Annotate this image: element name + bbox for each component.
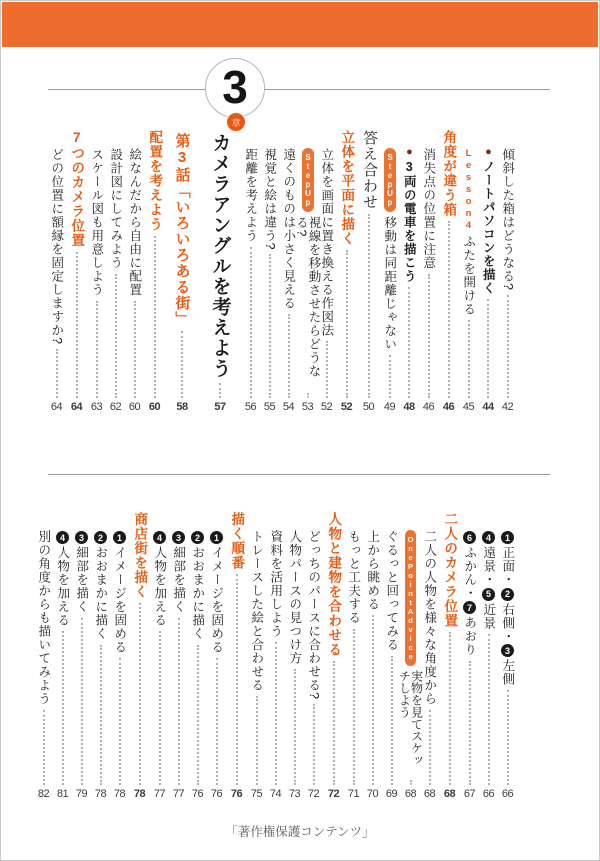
dotted-leader xyxy=(269,254,271,398)
toc-entry xyxy=(93,510,108,800)
dotted-leader xyxy=(391,656,393,786)
chapter-number-circle xyxy=(205,58,265,118)
entry-text: 遠景・ xyxy=(481,546,496,587)
page-number: 46 xyxy=(422,401,435,413)
toc-heading xyxy=(131,510,148,800)
bullet-icon: ● xyxy=(403,146,416,158)
entry-text: ノートパソコンを描く xyxy=(481,160,496,295)
toc-entry xyxy=(74,510,89,800)
toc-entry xyxy=(171,510,186,800)
dotted-leader xyxy=(307,393,309,398)
entry-text: 傾斜した箱はどうなる? xyxy=(500,148,515,291)
page-number: 76 xyxy=(191,788,204,800)
copyright-footer: 「著作権保護コンテンツ」 xyxy=(225,825,375,839)
toc-entry xyxy=(152,510,167,800)
dotted-leader xyxy=(507,690,509,785)
entry-text: 資料を活用しよう xyxy=(268,530,283,638)
page-number: 68 xyxy=(404,788,417,800)
toc-entry xyxy=(480,128,496,413)
toc-entry xyxy=(500,128,515,413)
entry-text: おおまかに描く xyxy=(190,546,205,641)
top-orange-band xyxy=(2,2,598,47)
toc-entry xyxy=(55,510,70,800)
page-number: 72 xyxy=(307,788,320,800)
dotted-leader xyxy=(216,658,218,785)
toc-entry xyxy=(262,128,277,413)
page-number: 66 xyxy=(501,788,514,800)
entry-text: 上から眺める xyxy=(365,530,380,611)
circled-number: 1 xyxy=(113,531,126,544)
dotted-leader xyxy=(408,287,410,398)
dotted-leader xyxy=(333,661,335,785)
entry-text: 人物パースの見つけ方 xyxy=(287,530,302,665)
entry-text: 絵なんだから自由に配置 xyxy=(127,148,142,297)
entry-text: 人物を加える xyxy=(55,546,70,627)
dotted-leader xyxy=(139,603,141,785)
entry-text: 答え合わせ xyxy=(361,130,377,210)
entry-text: 7つのカメラ位置 xyxy=(69,130,85,248)
entry-text: もっと工夫する xyxy=(346,530,361,625)
toc-entry xyxy=(112,510,127,800)
circled-number: 1 xyxy=(501,531,514,544)
circled-number: 6 xyxy=(463,531,476,544)
dotted-leader xyxy=(294,669,296,785)
entry-text: 人物と建物を合わせる xyxy=(326,512,342,657)
toc-entry xyxy=(462,510,477,800)
entry-text: 視線を移動させたらどうなる? xyxy=(294,216,321,378)
toc-heading xyxy=(68,128,85,413)
page-number: 62 xyxy=(109,401,122,413)
stepup-badge: StepUp xyxy=(302,148,314,212)
entry-text: どの位置に額縁を固定しますか? xyxy=(49,148,64,345)
entry-text: どっちのパースに合わせる? xyxy=(306,530,321,700)
page-number: 78 xyxy=(133,788,146,800)
toc-section-bottom xyxy=(33,510,515,800)
entry-text: あおり xyxy=(462,616,477,657)
entry-text: 第3話「いろいろある街」 xyxy=(173,133,191,327)
lesson-label: Lesson4 xyxy=(463,148,474,232)
entry-text: 別の角度からも描いてみよう xyxy=(36,530,51,706)
dotted-leader xyxy=(178,618,180,786)
page-number: 60 xyxy=(128,401,141,413)
toc-entry xyxy=(384,510,399,800)
page-number: 71 xyxy=(347,788,360,800)
toc-entry xyxy=(500,510,515,800)
entry-text: 二人のカメラ位置 xyxy=(442,512,458,628)
entry-text: 配置を考えよう xyxy=(147,130,163,232)
entry-text: 立体を画面に置き換える作図法 xyxy=(319,148,334,337)
page-number: 48 xyxy=(403,401,415,413)
top-section-divider xyxy=(48,89,550,90)
dotted-leader xyxy=(256,696,258,785)
dotted-leader xyxy=(219,383,221,398)
dotted-leader xyxy=(468,320,470,398)
page-number: 82 xyxy=(37,788,50,800)
dotted-leader xyxy=(236,574,238,785)
dotted-leader xyxy=(288,314,290,398)
dotted-leader xyxy=(181,331,183,398)
dotted-leader xyxy=(313,704,315,785)
page-number: 64 xyxy=(70,401,83,413)
toc-heading xyxy=(146,128,163,413)
dotted-leader xyxy=(372,615,374,785)
page-number: 50 xyxy=(362,401,375,413)
page-number: 73 xyxy=(288,788,301,800)
page-number: 67 xyxy=(463,788,476,800)
page-number: 54 xyxy=(282,401,295,413)
page-number: 68 xyxy=(443,788,456,800)
entry-text: 立体を平面に描く xyxy=(339,130,355,246)
circled-number: 3 xyxy=(172,531,185,544)
dotted-leader xyxy=(487,299,489,398)
entry-text: 近景 xyxy=(481,602,496,630)
toc-heading xyxy=(440,128,457,413)
chapter-suffix-circle xyxy=(226,112,246,132)
toc-entry xyxy=(365,510,380,800)
page-number: 76 xyxy=(210,788,223,800)
entry-text: トレースした絵と合わせる xyxy=(249,530,264,692)
dotted-leader xyxy=(56,349,58,398)
toc-heading xyxy=(359,128,378,413)
page-number: 66 xyxy=(482,788,495,800)
page-number: 68 xyxy=(423,788,436,800)
dotted-leader xyxy=(488,634,490,786)
dotted-leader xyxy=(449,632,451,785)
entry-text: ぐるっと回ってみる xyxy=(384,530,399,652)
dotted-leader xyxy=(96,301,98,399)
toc-entry xyxy=(287,510,302,800)
entry-text: ふかん・ xyxy=(462,546,477,600)
bottom-section-divider xyxy=(48,474,550,475)
page-number: 63 xyxy=(90,401,103,413)
dotted-leader xyxy=(119,658,121,785)
entry-text: ふたを開ける xyxy=(461,235,476,316)
dotted-leader xyxy=(76,252,78,399)
story-title xyxy=(172,128,192,413)
page-number: 55 xyxy=(263,401,276,413)
entry-text: 商店街を描く xyxy=(132,512,148,599)
circled-number: 7 xyxy=(463,601,476,614)
entry-text: 移動は同距離じゃない xyxy=(382,216,397,351)
page-number: 69 xyxy=(385,788,398,800)
entry-text: 人物を加える xyxy=(152,546,167,627)
entry-text: 正面・ xyxy=(500,546,515,587)
toc-heading xyxy=(338,128,355,413)
page-number: 64 xyxy=(50,401,63,413)
entry-text: イメージを固める xyxy=(209,546,224,654)
page-number: 74 xyxy=(269,788,282,800)
page-number: 44 xyxy=(482,401,494,413)
dotted-leader xyxy=(81,618,83,786)
page-number: 75 xyxy=(250,788,263,800)
entry-text: 角度が違う箱 xyxy=(441,130,457,217)
dotted-leader xyxy=(353,629,355,786)
circled-number: 4 xyxy=(153,531,166,544)
toc-entry xyxy=(36,510,51,800)
entry-text: 細部を描く xyxy=(74,546,89,614)
dotted-leader xyxy=(154,236,156,399)
dotted-leader xyxy=(100,645,102,786)
toc-heading xyxy=(441,510,458,800)
dotted-leader xyxy=(448,221,450,398)
page-number: 52 xyxy=(320,401,333,413)
entry-text: 視覚と絵は違う? xyxy=(262,148,277,251)
dotted-leader xyxy=(115,274,117,399)
page-number: 79 xyxy=(75,788,88,800)
page-number: 58 xyxy=(176,401,188,413)
dotted-leader xyxy=(429,710,431,786)
circled-number: 4 xyxy=(56,531,69,544)
toc-entry xyxy=(108,128,123,413)
entry-text: 遠くのものは小さく見える xyxy=(281,148,296,310)
toc-entry xyxy=(461,128,476,413)
entry-text: イメージを固める xyxy=(112,546,127,654)
dotted-leader xyxy=(326,341,328,398)
page-number: 46 xyxy=(442,401,455,413)
dotted-leader xyxy=(469,661,471,786)
toc-entry xyxy=(89,128,104,413)
toc-entry xyxy=(481,510,496,800)
entry-text: 設計図にしてみよう xyxy=(108,148,123,270)
toc-entry xyxy=(209,510,224,800)
dotted-leader xyxy=(507,295,509,398)
circled-number: 2 xyxy=(94,531,107,544)
circled-number: 5 xyxy=(482,588,495,601)
circled-number: 2 xyxy=(191,531,204,544)
toc-entry xyxy=(243,128,258,413)
dotted-leader xyxy=(275,642,277,785)
toc-entry xyxy=(397,510,424,800)
entry-text: スケール図も用意しよう xyxy=(89,148,104,297)
dotted-leader xyxy=(43,710,45,786)
entry-text: 消失点の位置に注意 xyxy=(421,148,436,270)
toc-entry xyxy=(294,128,321,413)
dotted-leader xyxy=(410,780,412,785)
page-number: 77 xyxy=(172,788,185,800)
toc-entry xyxy=(422,510,437,800)
dotted-leader xyxy=(346,250,348,398)
chapter-suffix: 章 xyxy=(231,117,241,128)
page-number: 76 xyxy=(230,788,243,800)
dotted-leader xyxy=(197,645,199,786)
entry-text: カメラアングルを考えよう xyxy=(209,133,231,379)
dotted-leader xyxy=(389,355,391,398)
stepup-badge: StepUp xyxy=(384,148,396,212)
dotted-leader xyxy=(428,274,430,399)
circled-number: 3 xyxy=(501,644,514,657)
entry-text: 描く順番 xyxy=(229,512,245,570)
circled-number: 1 xyxy=(210,531,223,544)
bullet-icon: ● xyxy=(482,146,495,158)
page-number: 42 xyxy=(501,401,514,413)
circled-number: 4 xyxy=(482,531,495,544)
dotted-leader xyxy=(62,631,64,785)
page-number: 52 xyxy=(340,401,353,413)
toc-entry xyxy=(382,128,397,413)
entry-text: 細部を描く xyxy=(171,546,186,614)
page-number: 49 xyxy=(383,401,396,413)
circled-number: 3 xyxy=(75,531,88,544)
toc-entry xyxy=(281,128,296,413)
page-number: 78 xyxy=(94,788,107,800)
toc-entry xyxy=(249,510,264,800)
toc-entry xyxy=(190,510,205,800)
page-number: 70 xyxy=(366,788,379,800)
toc-entry xyxy=(319,128,334,413)
one-point-advice-badge: OnePointAdvice xyxy=(405,530,416,666)
entry-text: 距離を考えよう xyxy=(243,148,258,243)
page-number: 81 xyxy=(56,788,69,800)
toc-entry xyxy=(127,128,142,413)
toc-section-top xyxy=(43,128,515,413)
page-number: 60 xyxy=(148,401,161,413)
page-number: 72 xyxy=(327,788,340,800)
toc-entry xyxy=(268,510,283,800)
entry-text: 二人の人物を様々な角度から xyxy=(422,530,437,706)
circled-number: 2 xyxy=(501,588,514,601)
entry-text: 実物を見てスケッチしよう xyxy=(397,670,424,766)
dotted-leader xyxy=(368,214,370,398)
page-number: 78 xyxy=(113,788,126,800)
entry-text: 3両の電車を描こう xyxy=(402,160,417,283)
dotted-leader xyxy=(134,301,136,399)
toc-heading xyxy=(228,510,245,800)
chapter-title xyxy=(208,128,232,413)
chapter-number: 3 xyxy=(222,60,248,113)
toc-heading xyxy=(325,510,342,800)
page-number: 57 xyxy=(214,401,226,413)
dotted-leader xyxy=(250,247,252,399)
page-number: 45 xyxy=(462,401,475,413)
page-number: 53 xyxy=(301,401,314,413)
toc-entry xyxy=(346,510,361,800)
page-number: 56 xyxy=(244,401,257,413)
toc-entry xyxy=(306,510,321,800)
dotted-leader xyxy=(159,631,161,785)
entry-text: おおまかに描く xyxy=(93,546,108,641)
page-number: 77 xyxy=(153,788,166,800)
toc-entry xyxy=(49,128,64,413)
entry-text: 右側・ xyxy=(500,602,515,643)
entry-text: 左側 xyxy=(500,659,515,686)
toc-entry xyxy=(401,128,417,413)
toc-entry xyxy=(421,128,436,413)
